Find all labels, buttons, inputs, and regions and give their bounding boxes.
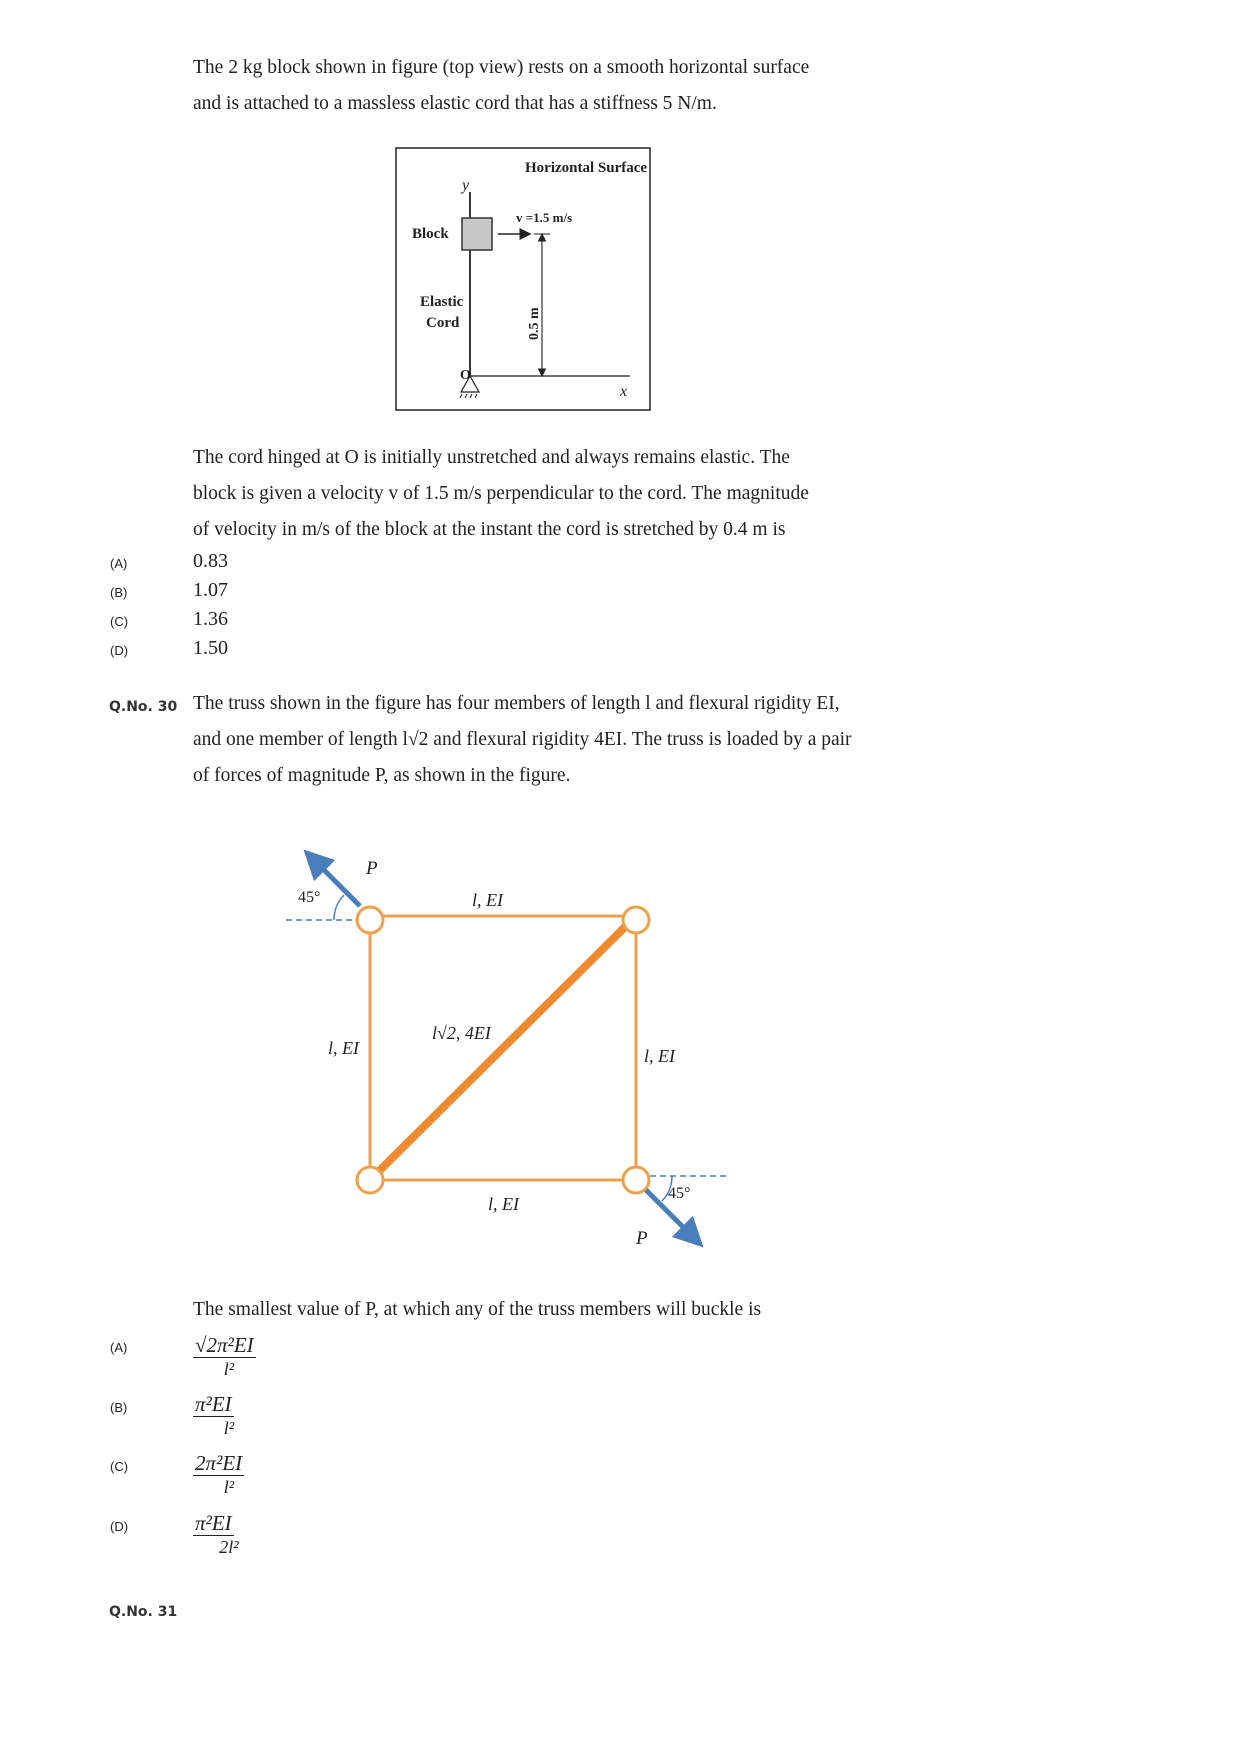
q29-option-c-value: 1.36	[193, 608, 228, 630]
q30-option-d-letter: (D)	[110, 1519, 129, 1534]
q30-truss-figure	[270, 840, 750, 1260]
q29-cord-label-2: Cord	[426, 315, 460, 331]
q30-option-a-denominator: l²	[223, 1359, 235, 1379]
q29-body	[193, 440, 913, 548]
q29-block-label: Block	[412, 226, 449, 242]
q30-angle-label-bottom: 45°	[668, 1185, 691, 1202]
q30-joint-top-right	[623, 907, 649, 933]
q30-force-label-top: P	[366, 858, 378, 879]
q29-cord-label-1: Elastic	[420, 294, 464, 310]
q30-label-top: l, EI	[472, 890, 503, 910]
q30-label-bottom: l, EI	[488, 1194, 519, 1214]
q29-option-d-letter: (D)	[110, 643, 129, 658]
q29-intro	[193, 50, 913, 122]
q30-option-c-fraction	[193, 1451, 265, 1498]
q30-option-c-numerator: 2π²EI	[195, 1451, 243, 1475]
q30-joint-bottom-left	[357, 1167, 383, 1193]
q30-force-label-bottom: P	[636, 1228, 648, 1249]
q31-number: Q.No. 31	[109, 1604, 178, 1620]
q29-option-b-letter: (B)	[110, 585, 128, 600]
q30-option-b-fraction	[193, 1392, 265, 1439]
q29-y-axis-label: y	[462, 177, 470, 194]
q30-joint-bottom-right	[623, 1167, 649, 1193]
q30-option-b-denominator: l²	[223, 1418, 235, 1438]
q29-figure	[390, 144, 662, 414]
q29-velocity-label: v =1.5 m/s	[516, 210, 573, 225]
q29-body-line3: of velocity in m/s of the block at the instant the cord is stretched by 0.4 m is	[193, 519, 786, 540]
q30-angle-label-top: 45°	[298, 889, 321, 906]
q29-intro-line2: and is attached to a massless elastic cord that has a stiffness 5 N/m.	[193, 93, 717, 114]
q29-option-b-value: 1.07	[193, 579, 228, 601]
q30-number: Q.No. 30	[109, 699, 178, 715]
q29-block	[462, 218, 492, 250]
q30-label-diagonal: l√2, 4EI	[432, 1023, 491, 1043]
q29-option-a-letter: (A)	[110, 556, 128, 571]
q29-option-d-value: 1.50	[193, 637, 228, 659]
q30-option-d-numerator: π²EI	[195, 1511, 232, 1535]
q30-line1: The truss shown in the figure has four members of length l and flexural rigidity EI,	[193, 693, 840, 714]
q30-option-c-letter: (C)	[110, 1459, 129, 1474]
q30-option-d-fraction	[193, 1511, 265, 1558]
q30-question: The smallest value of P, at which any of the truss members will buckle is	[193, 1299, 762, 1320]
q29-x-axis-label: x	[620, 383, 628, 400]
q30-option-c-denominator: l²	[223, 1477, 235, 1497]
q30-option-b-letter: (B)	[110, 1400, 128, 1415]
q30-option-b-numerator: π²EI	[195, 1392, 232, 1416]
q30-joint-top-left	[357, 907, 383, 933]
q29-option-c-letter: (C)	[110, 614, 129, 629]
q29-option-a-value: 0.83	[193, 550, 228, 572]
q29-figure-title: Horizontal Surface	[525, 160, 648, 176]
q29-body-line1: The cord hinged at O is initially unstretched and always remains elastic. The	[193, 447, 790, 468]
q30-label-left: l, EI	[328, 1038, 359, 1058]
q29-body-line2: block is given a velocity v of 1.5 m/s perpendicular to the cord. The magnitude	[193, 483, 809, 504]
q30-line2: and one member of length l√2 and flexural rigidity 4EI. The truss is loaded by a pair	[193, 729, 852, 750]
q30-option-a-numerator: √2π²EI	[195, 1333, 254, 1357]
q30-option-a-letter: (A)	[110, 1340, 128, 1355]
q30-label-right: l, EI	[644, 1046, 675, 1066]
q30-option-a-fraction	[193, 1333, 265, 1380]
q29-distance-label: 0.5 m	[527, 307, 542, 340]
q29-origin-label: O	[460, 368, 471, 383]
q29-figure-frame	[396, 148, 650, 410]
q30-option-d-denominator: 2l²	[219, 1537, 239, 1557]
q30-line3: of forces of magnitude P, as shown in the figure.	[193, 765, 571, 786]
q29-intro-line1: The 2 kg block shown in figure (top view) rests on a smooth horizontal surface	[193, 57, 810, 78]
q30-member-diagonal	[370, 916, 636, 1180]
q30-text	[193, 686, 918, 794]
